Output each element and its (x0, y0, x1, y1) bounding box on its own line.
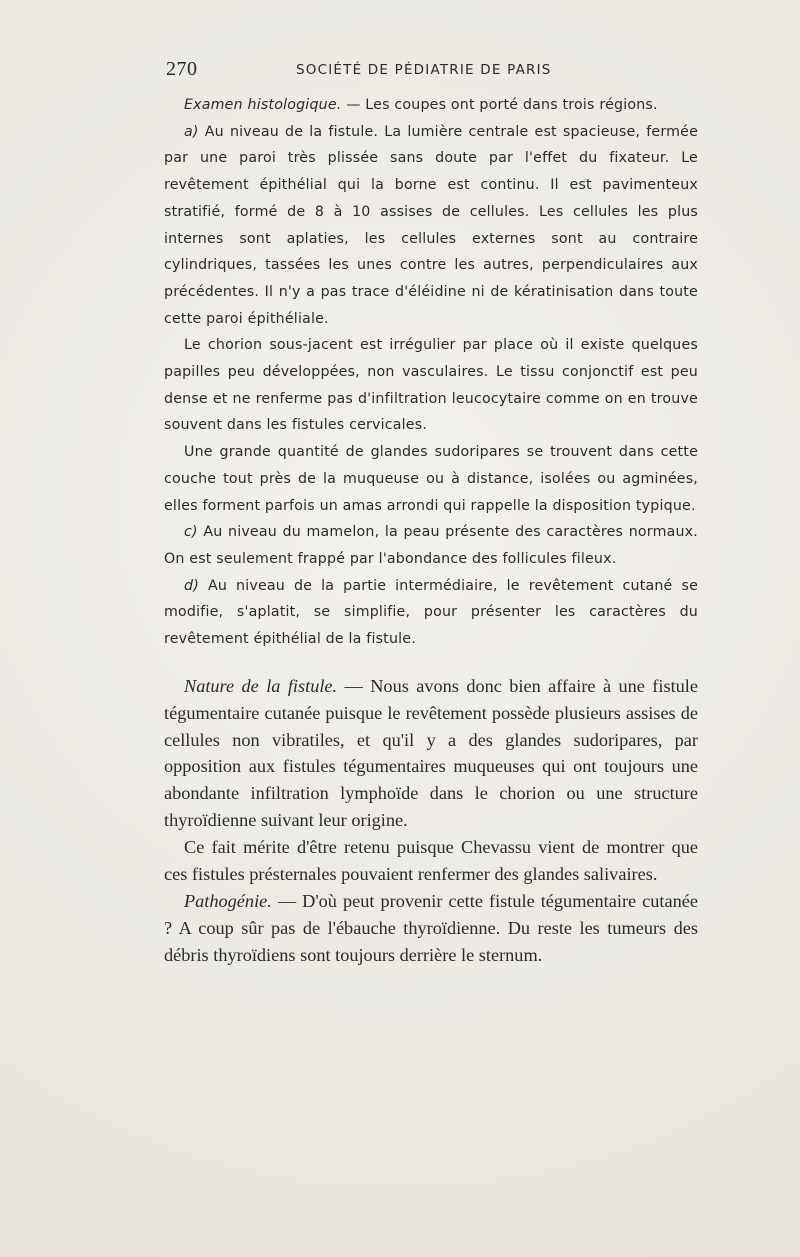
paragraph-lead: Examen histologique. (184, 97, 342, 113)
paragraph-text: Au niveau du mamelon, la peau présente des caractères normaux. On est seulement frappé par l'abondance des follicules fileux. (164, 524, 698, 567)
paragraph-lead: Pathogénie. (184, 891, 272, 912)
paragraph-lead: c) (184, 524, 198, 541)
paragraph-lead: Nature de la fistule. (184, 675, 338, 696)
running-title: SOCIÉTÉ DE PÉDIATRIE DE PARIS (296, 62, 552, 78)
paragraph-text: — Nous avons donc bien affaire à une fistule tégumentaire cutanée puisque le revêtement possède plusieurs assises de cellules non vibratiles, et qu'il y a des glandes sudoripares, par opposition aux fistules tégumentaires muqueuses qui ont toujours une abondante infiltration lymphoïde dans le chorion ou une structure thyroïdienne suivant leur origine. (164, 675, 699, 831)
paragraph-partie-intermediaire (164, 573, 698, 653)
paragraph-text: Une grande quantité de glandes sudoripares se trouvent dans cette couche tout près de la muqueuse ou à distance, isolées ou agminées, elles forment parfois un amas arrondi qui rappelle la disposition typique. (164, 444, 698, 514)
paragraph-nature-fistule (164, 673, 698, 834)
discussion-section (164, 673, 698, 969)
paragraph-pathogenie (164, 888, 698, 969)
paragraph-chorion (164, 332, 698, 439)
page-number: 270 (166, 58, 198, 80)
running-head (166, 58, 698, 84)
paragraph-glandes (164, 439, 698, 519)
paragraph-text: — Les coupes ont porté dans trois régions. (341, 97, 658, 113)
paragraph-fistule (164, 119, 698, 333)
paragraph-mamelon (164, 519, 698, 572)
paragraph-text: Ce fait mérite d'être retenu puisque Chevassu vient de montrer que ces fistules présternales pouvaient renfermer des glandes salivaires. (164, 837, 698, 885)
paragraph-text: — D'où peut provenir cette fistule tégumentaire cutanée ? A coup sûr pas de l'ébauche thyroïdienne. Du reste les tumeurs des débris thyroïdiens sont toujours derrière le sternum. (164, 891, 698, 965)
paragraph-text: Au niveau de la fistule. La lumière centrale est spacieuse, fermée par une paroi très plissée sans doute par l'effet du fixateur. Le revêtement épithélial qui la borne est continu. Il est pavimenteux stratifié, formé de 8 à 10 assises de cellules. Les cellules les plus internes sont aplaties, les cellules externes sont au contraire cylindriques, tassées les unes contre les autres, perpendiculaires aux précédentes. Il n'y a pas trace d'éléidine ni de kératinisation dans toute cette paroi épithéliale. (164, 123, 698, 327)
body-text (164, 92, 698, 969)
histology-section (164, 92, 698, 653)
paragraph-lead: d) (184, 577, 199, 594)
paragraph-lead: a) (184, 123, 199, 140)
paragraph-chevassu (164, 834, 698, 888)
paragraph-text: Le chorion sous-jacent est irrégulier par place où il existe quelques papilles peu développées, non vasculaires. Le tissu conjonctif est peu dense et ne renferme pas d'infiltration leucocytaire comme on en trouve souvent dans les fistules cervicales. (164, 337, 698, 434)
paragraph-text: Au niveau de la partie intermédiaire, le revêtement cutané se modifie, s'aplatit, se simplifie, pour présenter les caractères du revêtement épithélial de la fistule. (164, 577, 698, 648)
paragraph-examen-histologique (164, 92, 698, 119)
